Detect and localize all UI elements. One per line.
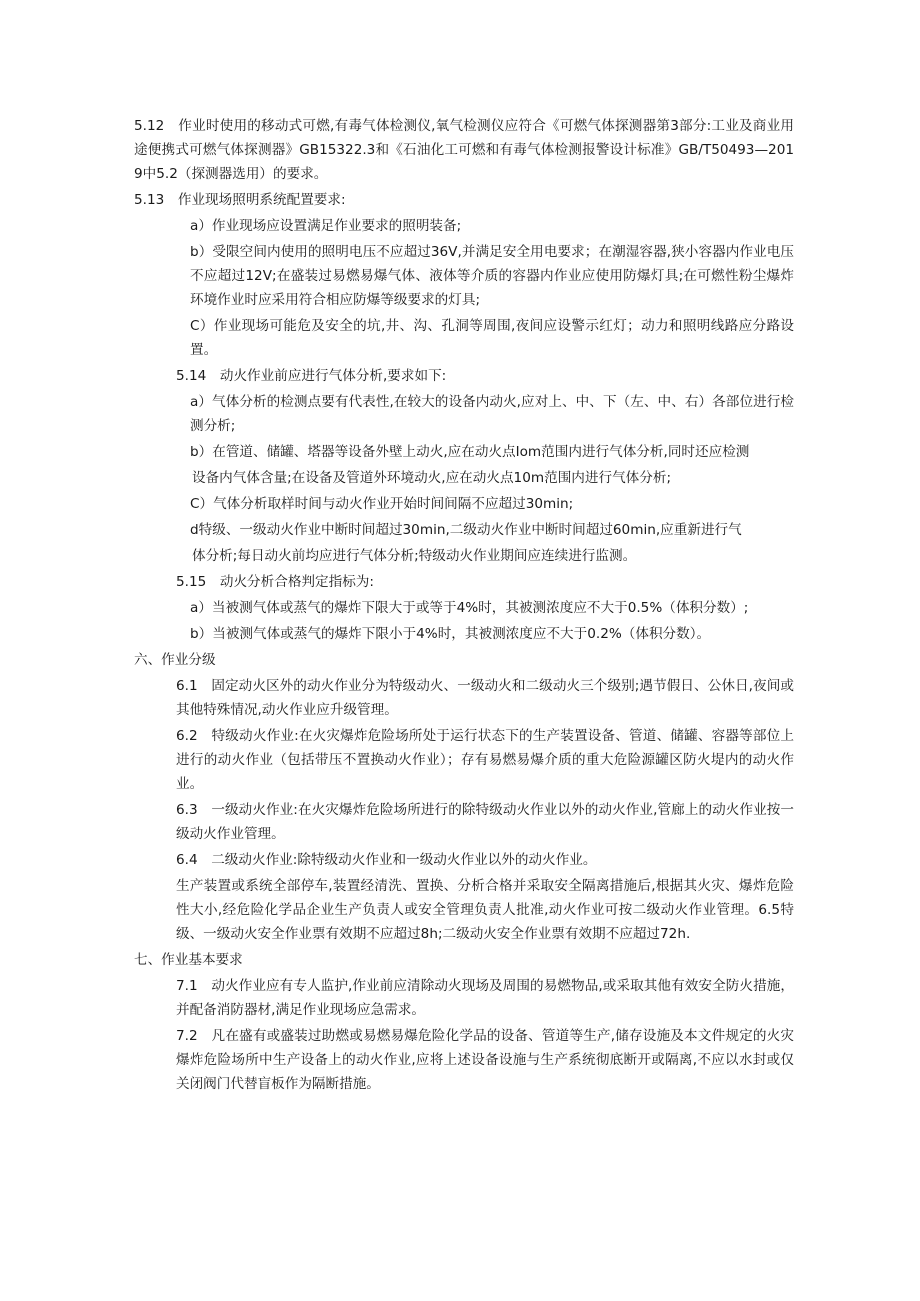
paragraph: 5.15 动火分析合格判定指标为: — [176, 574, 374, 590]
paragraph: b）受限空间内使用的照明电压不应超过36V,并满足安全用电要求；在潮湿容器,狭小容器内作业电压不应超过12V;在盛装过易燃易爆气体、液体等介质的容器内作业应使用防爆灯具;在可燃性粉尘爆炸环境作业时应采用符合相应防爆等级要求的灯具; — [190, 244, 794, 308]
paragraph: 六、作业分级 — [134, 652, 216, 668]
paragraph: 6.3 一级动火作业:在火灾爆炸危险场所进行的除特级动火作业以外的动火作业,管廊上的动火作业按一级动火作业管理。 — [176, 802, 794, 842]
paragraph: b）在管道、储罐、塔器等设备外壁上动火,应在动火点Iom范围内进行气体分析,同时还应检测 — [190, 444, 750, 460]
paragraph: d特级、一级动火作业中断时间超过30min,二级动火作业中断时间超过60min,应重新进行气 — [190, 522, 742, 538]
paragraph: 6.1 固定动火区外的动火作业分为特级动火、一级动火和二级动火三个级别;遇节假日、公休日,夜间或其他特殊情况,动火作业应升级管理。 — [176, 678, 794, 718]
paragraph: C）作业现场可能危及安全的坑,井、沟、孔洞等周围,夜间应设警示红灯；动力和照明线路应分路设置。 — [190, 318, 794, 358]
paragraph: 7.2 凡在盛有或盛装过助燃或易燃易爆危险化学品的设备、管道等生产,储存设施及本文件规定的火灾爆炸危险场所中生产设备上的动火作业,应将上述设备设施与生产系统彻底断开或隔离,不应以水封或仅关闭阀门代替盲板作为隔断措施。 — [176, 1028, 794, 1092]
document-body — [134, 114, 794, 1098]
paragraph: 7.1 动火作业应有专人监护,作业前应清除动火现场及周围的易燃物品,或采取其他有效安全防火措施，并配备消防器材,满足作业现场应急需求。 — [176, 978, 794, 1018]
paragraph: 5.13 作业现场照明系统配置要求: — [134, 192, 346, 208]
paragraph: 6.2 特级动火作业:在火灾爆炸危险场所处于运行状态下的生产装置设备、管道、储罐、容器等部位上进行的动火作业（包括带压不置换动火作业）；存有易燃易爆介质的重大危险源罐区防火堤内的动火作业。 — [176, 728, 794, 792]
paragraph: 5.14 动火作业前应进行气体分析,要求如下: — [176, 368, 447, 384]
paragraph: 5.12 作业时使用的移动式可燃,有毒气体检测仪,氧气检测仪应符合《可燃气体探测器第3部分:工业及商业用途便携式可燃气体探测器》GB15322.3和《石油化工可燃和有毒气体检测报警设计标准》GB/T50493—2019中5.2（探测器选用）的要求。 — [134, 118, 794, 182]
paragraph: a）气体分析的检测点要有代表性,在较大的设备内动火,应对上、中、下（左、中、右）各部位进行检测分析; — [190, 394, 794, 434]
paragraph: 体分析;每日动火前均应进行气体分析;特级动火作业期间应连续进行监测。 — [192, 548, 637, 564]
paragraph: 6.4 二级动火作业:除特级动火作业和一级动火作业以外的动火作业。 — [176, 852, 597, 868]
paragraph: 设备内气体含量;在设备及管道外环境动火,应在动火点10m范围内进行气体分析; — [192, 470, 672, 486]
paragraph: b）当被测气体或蒸气的爆炸下限小于4%时，其被测浓度应不大于0.2%（体积分数）。 — [190, 626, 711, 642]
paragraph: 生产装置或系统全部停车,装置经清洗、置换、分析合格并采取安全隔离措施后,根据其火灾、爆炸危险性大小,经危险化学品企业生产负责人或安全管理负责人批准,动火作业可按二级动火作业管理。6.5特级、一级动火安全作业票有效期不应超过8h;二级动火安全作业票有效期不应超过72h. — [176, 878, 794, 942]
paragraph: 七、作业基本要求 — [134, 952, 243, 968]
paragraph: a）作业现场应设置满足作业要求的照明装备; — [190, 218, 462, 234]
paragraph: a）当被测气体或蒸气的爆炸下限大于或等于4%时，其被测浓度应不大于0.5%（体积分数）; — [190, 600, 749, 616]
paragraph: C）气体分析取样时间与动火作业开始时间间隔不应超过30min; — [190, 496, 574, 512]
